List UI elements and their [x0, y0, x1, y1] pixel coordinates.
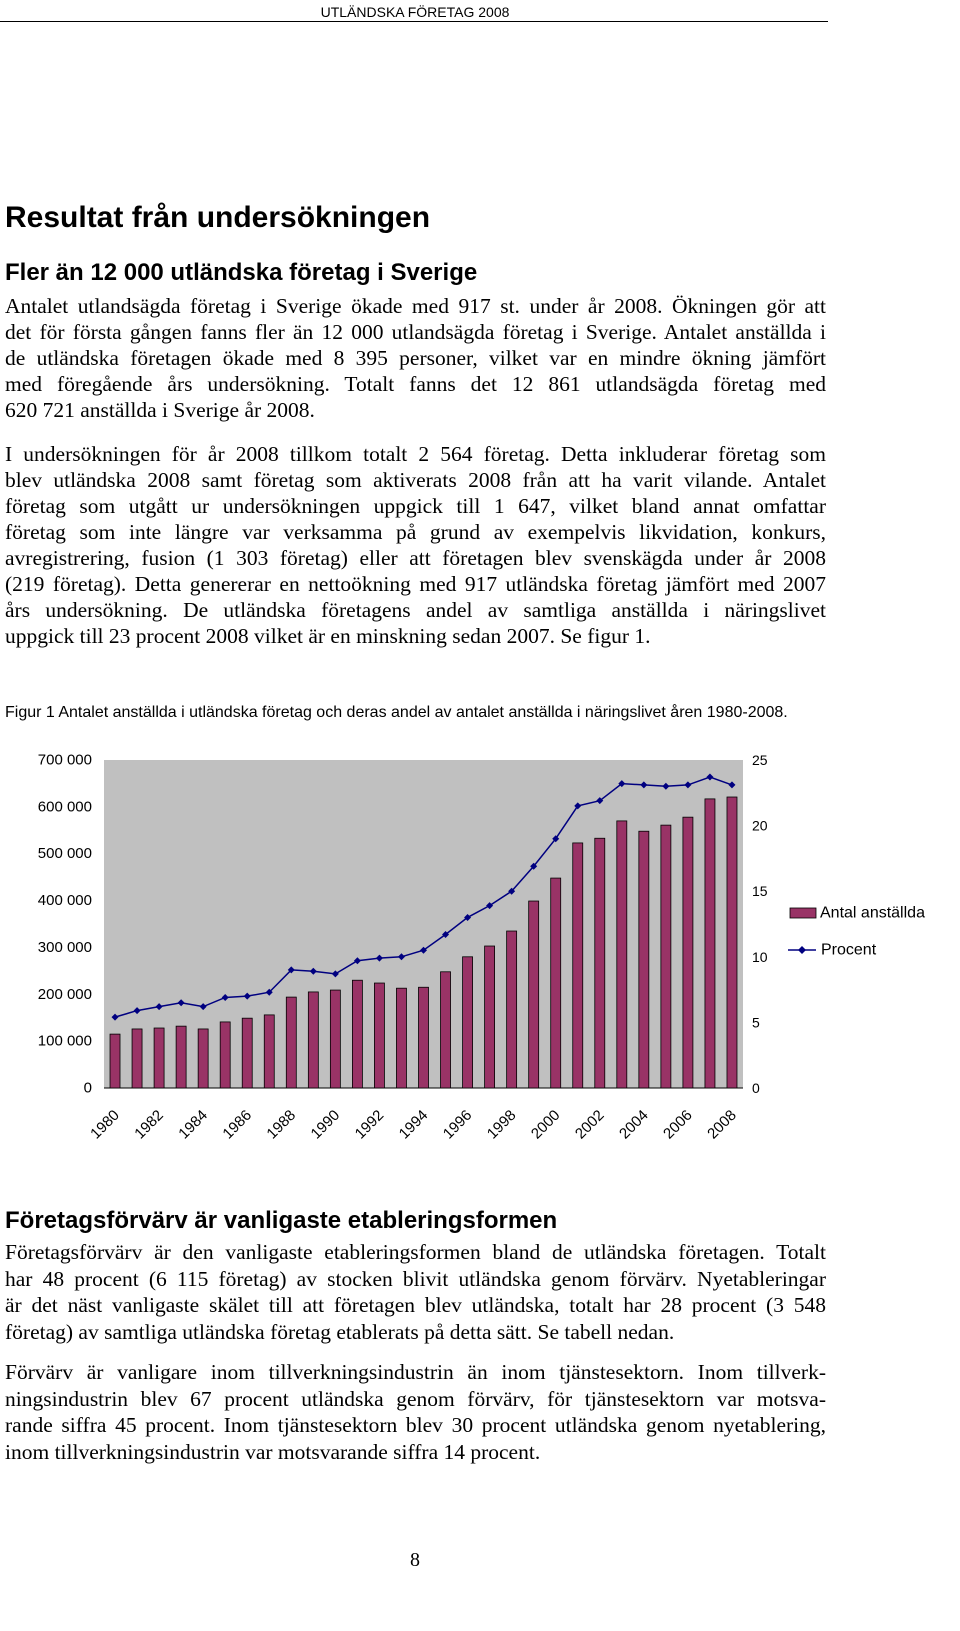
section-subheading: Fler än 12 000 utländska företag i Sverige	[5, 259, 478, 286]
y-left-tick-label: 100 000	[37, 1032, 92, 1050]
paragraph-line: är det näst vanligaste skälet till att företagen blev utländska, totalt har 28 procent (3 548	[5, 1293, 826, 1318]
bar	[419, 987, 429, 1088]
y-right-tick-label: 25	[752, 752, 768, 768]
x-tick-label: 1996	[439, 1106, 476, 1143]
paragraph-line: blev utländska 2008 samt företag som aktiverats 2008 från att ha varit vilande. Antalet	[5, 468, 826, 492]
paragraph-line: företag som inte längre var verksamma på grund av exempelvis likvidation, konkurs,	[5, 520, 826, 544]
y-right-axis	[752, 752, 768, 1096]
bar	[352, 980, 362, 1088]
x-tick-label: 1992	[351, 1106, 388, 1143]
bar	[507, 931, 517, 1088]
header-rule	[0, 21, 828, 22]
bar	[308, 992, 318, 1088]
bar	[374, 983, 384, 1088]
x-tick-label: 2008	[704, 1106, 740, 1143]
paragraph-line: Antalet utlandsägda företag i Sverige ökade med 917 st. under år 2008. Ökningen gör att	[5, 294, 826, 318]
bar	[198, 1029, 208, 1088]
bar	[683, 817, 693, 1088]
paragraph-line: Företagsförvärv är den vanligaste etableringsformen bland de utländska företagen. Totalt	[5, 1240, 826, 1264]
y-left-tick-label: 600 000	[37, 798, 92, 816]
paragraph	[5, 1359, 826, 1465]
paragraph-line: företag som utgått ur undersökningen uppgick till 1 647, vilket bland annat omfattar	[5, 494, 826, 518]
bar	[705, 799, 715, 1088]
paragraph-line: det för första gången fanns fler än 12 000 utlandsägda företag i Sverige. Antalet anställda i	[5, 320, 826, 344]
paragraph-line: (219 företag). Detta genererar en nettoökning med 917 utländska företag jämfört med 2007	[5, 572, 826, 596]
paragraph-line: års undersökning. De utländska företagens andel av samtliga anställda i näringslivet	[5, 598, 826, 622]
figure-caption: Figur 1 Antalet anställda i utländska företag och deras andel av antalet anställda i näringslivet åren 1980-2008.	[5, 704, 788, 721]
paragraph-line: 620 721 anställda i Sverige år 2008.	[5, 398, 315, 422]
bar	[441, 972, 451, 1088]
bar	[220, 1022, 230, 1088]
x-tick-label: 1984	[175, 1106, 211, 1143]
section-heading: Företagsförvärv är vanligaste etableringsformen	[5, 1207, 558, 1234]
y-left-tick-label: 700 000	[37, 751, 92, 769]
paragraph-line: Förvärv är vanligare inom tillverkningsindustrin än inom tjänstesektorn. Inom tillverk-	[5, 1360, 826, 1384]
x-tick-label: 1988	[263, 1106, 300, 1143]
paragraph-line: rande siffra 45 procent. Inom tjänstesektorn blev 30 procent utländska genom nyetablering,	[5, 1413, 826, 1437]
paragraph	[5, 293, 826, 423]
bar	[463, 957, 473, 1088]
bar	[639, 831, 649, 1088]
y-left-tick-label: 400 000	[37, 892, 92, 910]
paragraph-line: företag) av samtliga utländska företag etablerats på detta sätt. Se tabell nedan.	[5, 1319, 675, 1344]
bar	[551, 878, 561, 1088]
paragraph	[5, 1239, 826, 1345]
x-tick-label: 1994	[395, 1106, 432, 1143]
legend-marker-diamond	[798, 946, 806, 954]
legend-label-bar: Antal anställda	[820, 904, 925, 922]
y-right-tick-label: 5	[752, 1014, 760, 1031]
y-left-tick-label: 300 000	[37, 938, 92, 956]
bar	[529, 901, 539, 1088]
bar	[132, 1029, 142, 1088]
x-tick-label: 2002	[571, 1106, 608, 1143]
bar	[573, 843, 583, 1088]
paragraph-line: ningsindustrin blev 67 procent utländska genom förvärv, för tjänstesektorn var motsva-	[5, 1386, 826, 1411]
legend-label-line: Procent	[821, 941, 877, 959]
y-left-axis	[38, 752, 92, 1097]
bar	[286, 997, 296, 1088]
y-left-tick-label: 200 000	[37, 985, 92, 1003]
paragraph	[5, 441, 826, 649]
paragraph-line: uppgick till 23 procent 2008 vilket är en minskning sedan 2007. Se figur 1.	[5, 624, 651, 648]
bar	[485, 946, 495, 1088]
bar	[330, 990, 340, 1088]
x-tick-label: 2004	[616, 1106, 652, 1143]
bar	[110, 1034, 120, 1088]
figure-1-chart	[0, 740, 960, 1160]
x-tick-label: 1980	[87, 1106, 123, 1143]
x-axis	[87, 1107, 740, 1143]
paragraph-line: med föregående års undersökning. Totalt fanns det 12 861 utlandsägda företag med	[5, 372, 826, 396]
paragraph-line: har 48 procent (6 115 företag) av stocken blivit utländska genom förvärv. Nyetableringar	[5, 1266, 826, 1291]
section-title: Resultat från undersökningen	[5, 201, 431, 234]
legend	[788, 905, 925, 959]
running-header: UTLÄNDSKA FÖRETAG 2008	[320, 4, 510, 20]
bar	[727, 797, 737, 1088]
paragraph-line: I undersökningen för år 2008 tillkom totalt 2 564 företag. Detta inkluderar företag som	[5, 442, 826, 466]
x-tick-label: 2006	[660, 1106, 696, 1143]
bar	[595, 838, 605, 1088]
y-right-tick-label: 10	[752, 948, 768, 965]
bar	[617, 821, 627, 1088]
bar	[154, 1028, 164, 1088]
bar	[264, 1015, 274, 1088]
legend-swatch-bar	[790, 908, 816, 918]
x-tick-label: 1982	[131, 1106, 167, 1143]
y-left-tick-label: 500 000	[37, 845, 92, 863]
y-right-tick-label: 15	[752, 883, 768, 900]
paragraph-line: inom tillverkningsindustrin var motsvarande siffra 14 procent.	[5, 1439, 541, 1464]
bar	[176, 1026, 186, 1088]
bar	[242, 1018, 252, 1088]
bar	[396, 988, 406, 1088]
y-right-tick-label: 20	[752, 817, 768, 834]
y-right-tick-label: 0	[752, 1080, 760, 1096]
bar	[661, 825, 671, 1088]
page-number: 8	[410, 1549, 420, 1571]
x-tick-label: 1990	[307, 1106, 344, 1143]
paragraph-line: de utländska företagen ökade med 8 395 personer, vilket var en mindre ökning jämfört	[5, 346, 826, 370]
x-tick-label: 2000	[527, 1106, 564, 1143]
x-tick-label: 1998	[483, 1106, 520, 1143]
paragraph-line: avregistrering, fusion (1 303 företag) eller att företagen blev svenskägda under år 2008	[5, 546, 826, 570]
y-left-tick-label: 0	[83, 1079, 92, 1097]
x-tick-label: 1986	[219, 1106, 256, 1143]
